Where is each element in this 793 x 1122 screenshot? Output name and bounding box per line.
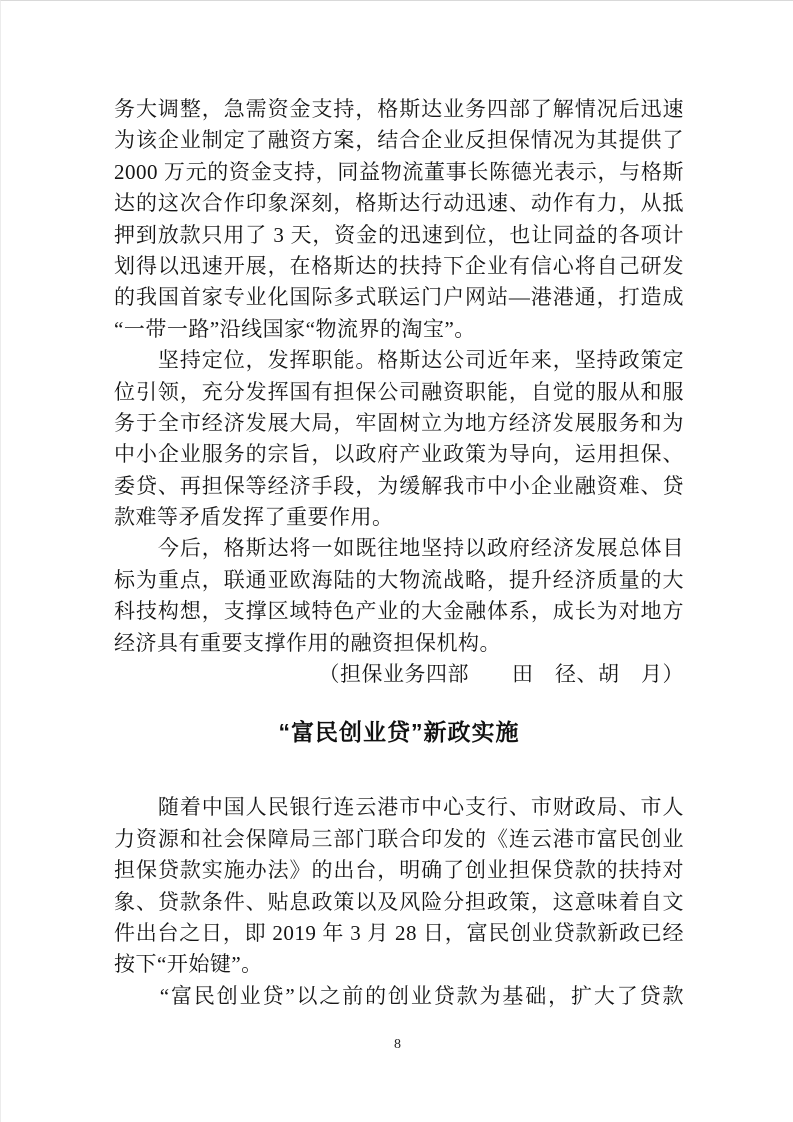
paragraph bbox=[114, 345, 684, 533]
text-line: 达的这次合作印象深刻，格斯达行动迅速、动作有力，从抵 bbox=[114, 191, 684, 216]
article-gesida bbox=[114, 94, 684, 690]
page-number: 8 bbox=[394, 1037, 401, 1052]
page-content bbox=[114, 94, 684, 1012]
article-title: “富民创业贷”新政实施 bbox=[278, 719, 520, 746]
paragraph bbox=[114, 533, 684, 659]
text-line: 款难等矛盾发挥了重要作用。 bbox=[114, 505, 394, 530]
text-line: “一带一路”沿线国家“物流界的淘宝”。 bbox=[114, 316, 476, 341]
text-line: 今后，格斯达将一如既往地坚持以政府经济发展总体目 bbox=[114, 536, 684, 561]
text-line: 经济具有重要支撑作用的融资担保机构。 bbox=[114, 630, 501, 655]
text-line: “富民创业贷”以之前的创业贷款为基础，扩大了贷款 bbox=[114, 983, 684, 1008]
text-line: 科技构想，支撑区域特色产业的大金融体系，成长为对地方 bbox=[114, 599, 684, 624]
text-line: 委贷、再担保等经济手段，为缓解我市中小企业融资难、贷 bbox=[114, 473, 684, 498]
paragraph bbox=[114, 792, 684, 980]
text-line: 担保贷款实施办法》的出台，明确了创业担保贷款的扶持对 bbox=[114, 858, 684, 883]
paragraph bbox=[114, 94, 684, 345]
text-line: 坚持定位，发挥职能。格斯达公司近年来，坚持政策定 bbox=[114, 348, 684, 373]
text-line: 力资源和社会保障局三部门联合印发的《连云港市富民创业 bbox=[114, 826, 684, 851]
text-line: 务于全市经济发展大局，牢固树立为地方经济发展服务和为 bbox=[114, 410, 684, 435]
text-line: 标为重点，联通亚欧海陆的大物流战略，提升经济质量的大 bbox=[114, 567, 684, 592]
paragraph bbox=[114, 981, 684, 1012]
text-line: 押到放款只用了 3 天，资金的迅速到位，也让同益的各项计 bbox=[114, 222, 684, 247]
text-line: 件出台之日，即 2019 年 3 月 28 日，富民创业贷款新政已经 bbox=[114, 920, 684, 945]
text-line: 按下“开始键”。 bbox=[114, 952, 263, 977]
text-line: 划得以迅速开展，在格斯达的扶持下企业有信心将自己研发 bbox=[114, 253, 684, 278]
text-line: 象、贷款条件、贴息政策以及风险分担政策，这意味着自文 bbox=[114, 889, 684, 914]
text-line: 的我国首家专业化国际多式联运门户网站—港港通，打造成 bbox=[114, 285, 684, 310]
text-line: 务大调整，急需资金支持，格斯达业务四部了解情况后迅速 bbox=[114, 97, 684, 121]
text-line: 中小企业服务的宗旨，以政府产业政策为导向，运用担保、 bbox=[114, 442, 684, 467]
text-line: 随着中国人民银行连云港市中心支行、市财政局、市人 bbox=[114, 795, 684, 820]
text-line: 为该企业制定了融资方案，结合企业反担保情况为其提供了 bbox=[114, 128, 684, 153]
byline: （担保业务四部 田 径、胡 月） bbox=[318, 662, 684, 687]
text-line: 位引领，充分发挥国有担保公司融资职能，自觉的服从和服 bbox=[114, 379, 684, 404]
text-line: 2000 万元的资金支持，同益物流董事长陈德光表示，与格斯 bbox=[114, 159, 684, 184]
article-fumin-loan bbox=[114, 792, 684, 1012]
